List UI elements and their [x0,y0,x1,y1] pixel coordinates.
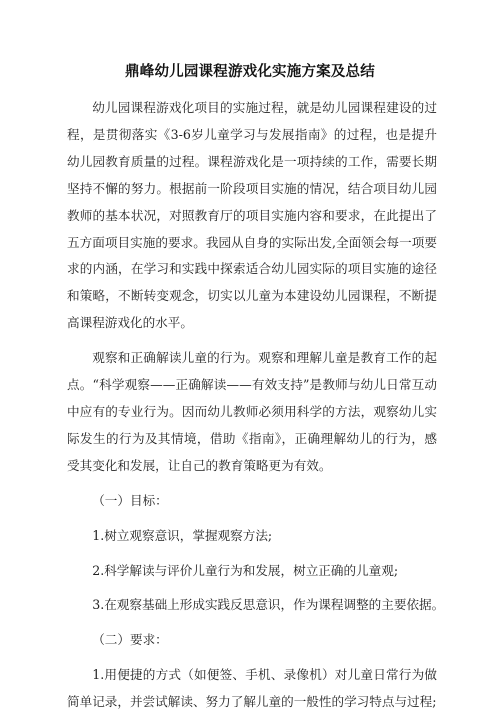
paragraph-spacer [67,654,437,662]
paragraph-spacer [67,550,437,558]
requirement-item-1: 1.用便捷的方式（如便签、手机、录像机）对儿童日常行为做简单记录，并尝试解读、努力了解儿童的一般性的学习特点与过程; [67,667,437,710]
goal-item-3: 3.在观察基础上形成实践反思意识，作为课程调整的主要依据。 [92,597,445,613]
paragraph-spacer [67,480,437,488]
document-body [67,95,445,716]
goal-item-2: 2.科学解读与评价儿童行为和发展，树立正确的儿童观; [92,562,399,578]
section-heading-requirements: （二）要求： [92,632,168,648]
paragraph-observation: 观察和正确解读儿童的行为。观察和理解儿童是教育工作的起点。“科学观察——正确解读——有效支持”是教师与幼儿日常互动中应有的专业行为。因而幼儿教师必须用科学的方法，观察幼儿实际发生的行为及其情境，借助《指南》，正确理解幼儿的行为，感受其变化和发展，让自己的教育策略更为有效。 [67,350,437,473]
paragraph-spacer [67,619,437,627]
paragraph-spacer [67,337,437,345]
paragraph-intro: 幼儿园课程游戏化项目的实施过程，就是幼儿园课程建设的过程，是贯彻落实《3-6岁儿童学习与发展指南》的过程，也是提升幼儿园教育质量的过程。课程游戏化是一项持续的工作，需要长期坚持不懈的努力。根据前一阶段项目实施的情况，结合项目幼儿园教师的基本状况，对照教育厅的项目实施内容和要求，在此提出了五方面项目实施的要求。我园从自身的实际出发,全面领会每一项要求的内涵，在学习和实践中探索适合幼儿园实际的项目实施的途径和策略，不断转变观念，切实以儿童为本建设幼儿园课程，不断提高课程游戏化的水平。 [67,100,437,331]
paragraph-spacer [67,515,437,523]
section-heading-goals: （一）目标： [92,492,168,508]
goal-item-1: 1.树立观察意识，掌握观察方法; [92,527,273,543]
paragraph-spacer [67,584,437,592]
document-title: 鼎峰幼儿园课程游戏化实施方案及总结 [125,64,375,80]
